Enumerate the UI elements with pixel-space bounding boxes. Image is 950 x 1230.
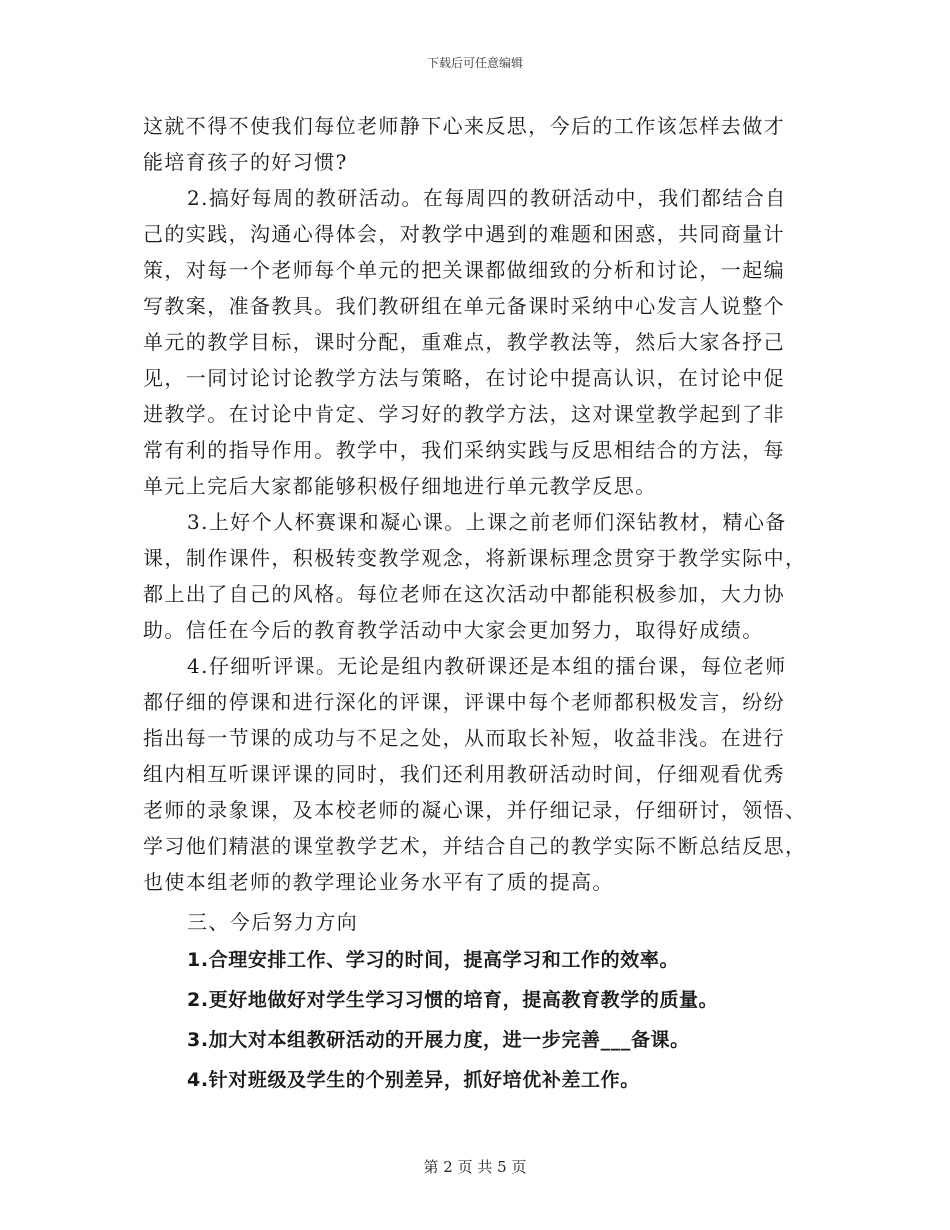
- text-line: 4.仔细听评课。无论是组内教研课还是本组的擂台课，每位老师: [187, 654, 787, 678]
- text-line: 能培育孩子的好习惯?: [143, 150, 348, 174]
- text-line: 指出每一节课的成功与不足之处，从而取长补短，收益非浅。在进行: [143, 726, 785, 750]
- text-line: 2.搞好每周的教研活动。在每周四的教研活动中，我们都结合自: [187, 186, 787, 210]
- text-line: 单元的教学目标，课时分配，重难点，教学教法等，然后大家各抒己: [143, 330, 785, 354]
- text-line: 3.上好个人杯赛课和凝心课。上课之前老师们深钻教材，精心备: [187, 510, 787, 534]
- text-line: 这就不得不使我们每位老师静下心来反思，今后的工作该怎样去做才: [143, 114, 785, 138]
- text-line: 都仔细的停课和进行深化的评课，评课中每个老师都积极发言，纷纷: [143, 690, 785, 714]
- paragraph-3: [143, 504, 808, 648]
- goal-item: 3.加大对本组教研活动的开展力度，进一步完善___备课。: [187, 1029, 690, 1051]
- goal-item: 2.更好地做好对学生学习习惯的培育，提高教育教学的质量。: [187, 989, 719, 1011]
- section-heading: 三、今后努力方向: [187, 910, 359, 934]
- text-line: 己的实践，沟通心得体会，对教学中遇到的难题和困惑，共同商量计: [143, 222, 785, 246]
- text-line: 单元上完后大家都能够积极仔细地进行单元教学反思。: [143, 474, 657, 498]
- text-line: 老师的录象课，及本校老师的凝心课，并仔细记录，仔细研讨，领悟、: [143, 798, 807, 822]
- text-line: 写教案，准备教具。我们教研组在单元备课时采纳中心发言人说整个: [143, 294, 785, 318]
- text-line: 策，对每一个老师每个单元的把关课都做细致的分析和讨论，一起编: [143, 258, 785, 282]
- text-line: 也使本组老师的教学理论业务水平有了质的提高。: [143, 870, 614, 894]
- text-line: 都上出了自己的风格。每位老师在这次活动中都能积极参加，大力协: [143, 582, 785, 606]
- goals-list: [143, 940, 808, 1100]
- text-line: 见，一同讨论讨论教学方法与策略，在讨论中提高认识，在讨论中促: [143, 366, 785, 390]
- paragraph-2: [143, 180, 808, 504]
- text-line: 课，制作课件，积极转变教学观念，将新课标理念贯穿于教学实际中，: [143, 546, 807, 570]
- paragraph-4: [143, 648, 808, 900]
- text-line: 常有利的指导作用。教学中，我们采纳实践与反思相结合的方法，每: [143, 438, 785, 462]
- paragraph-1: [143, 108, 808, 180]
- text-line: 进教学。在讨论中肯定、学习好的教学方法，这对课堂教学起到了非: [143, 402, 785, 426]
- text-line: 助。信任在今后的教育教学活动中大家会更加努力，取得好成绩。: [143, 618, 764, 642]
- text-line: 组内相互听课评课的同时，我们还利用教研活动时间，仔细观看优秀: [143, 762, 785, 786]
- goal-item: 1.合理安排工作、学习的时间，提高学习和工作的效率。: [187, 949, 680, 971]
- document-body: [143, 108, 808, 1100]
- page-header: 下载后可任意编辑: [426, 56, 523, 70]
- text-line: 学习他们精湛的课堂教学艺术，并结合自己的教学实际不断总结反思，: [143, 834, 807, 858]
- goal-item: 4.针对班级及学生的个别差异，抓好培优补差工作。: [187, 1069, 640, 1091]
- page-footer: 第 2 页 共 5 页: [423, 1158, 527, 1176]
